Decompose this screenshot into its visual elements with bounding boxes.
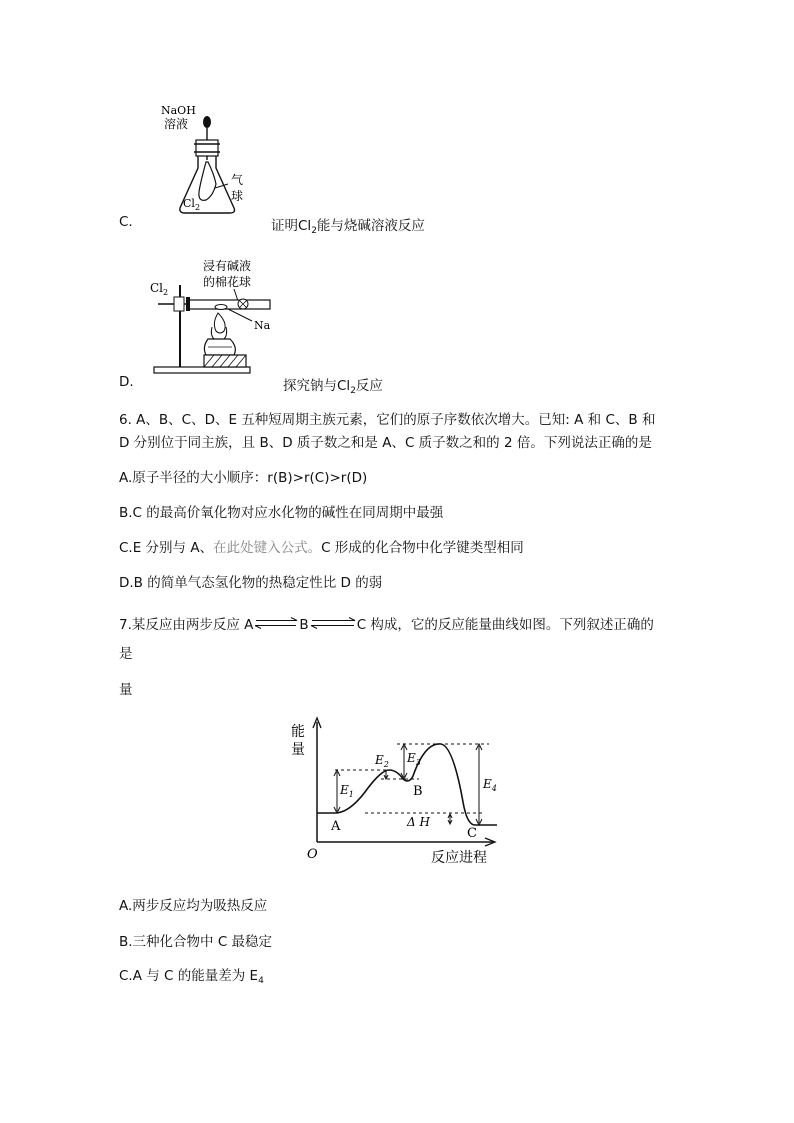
option-d-caption: 探究钠与$Cl_2$反应 — [283, 378, 383, 396]
energy-profile-diagram — [285, 712, 510, 872]
option-d-letter: D. — [119, 374, 134, 390]
q7-option-b: B.三种化合物中 C 最稳定 — [119, 934, 273, 950]
e2-label: $E_2$ — [375, 753, 389, 769]
e1-label: $E_1$ — [340, 783, 354, 799]
q7-stem-line2: 是 — [119, 646, 133, 662]
sodium-sample — [215, 305, 227, 310]
q6-stem-line2: D 分别位于同主族，且 B、D 质子数之和是 A、C 质子数之和的 2 倍。下列说法正确的是 — [119, 435, 652, 451]
y-axis-label-1: 能 — [291, 724, 305, 740]
origin-label: O — [307, 847, 318, 862]
q6-option-d: D.B 的简单气态氢化物的热稳定性比 D 的弱 — [119, 575, 383, 591]
q7-option-a: A.两步反应均为吸热反应 — [119, 898, 268, 914]
option-c-letter: C. — [119, 214, 133, 230]
e3-label: $E_3$ — [407, 751, 421, 767]
balloon-label-2: 球 — [231, 189, 244, 203]
point-b-label: B — [413, 784, 423, 799]
q7-stem-line1: 7.某反应由两步反应 A B C 构成，它的反应能量曲线如图。下列叙述正确的 — [119, 617, 654, 633]
flame — [214, 313, 225, 333]
balloon-label-1: 气 — [231, 173, 244, 187]
stand-base — [154, 367, 250, 373]
option-c-caption: 证明$Cl_2$能与烧碱溶液反应 — [271, 218, 425, 236]
dropper-bulb — [203, 116, 211, 128]
equilibrium-arrow-1 — [253, 617, 299, 633]
q6-option-c: C.E 分别与 A、在此处键入公式。C 形成的化合物中化学键类型相同 — [119, 540, 524, 556]
sodium-chlorine-apparatus — [148, 255, 276, 377]
y-axis-label-2: 量 — [291, 742, 305, 758]
point-c-label: C — [467, 826, 477, 841]
q7-option-c: C.A 与 C 的能量差为 $E_4$ — [119, 968, 264, 986]
point-a-label: A — [331, 819, 341, 834]
stopper — [196, 140, 218, 156]
na-label: Na — [254, 319, 271, 332]
q7-stem-line3: 量 — [119, 682, 133, 698]
naoh-label: NaOH — [161, 104, 196, 117]
solution-label: 溶液 — [164, 117, 189, 131]
balloon — [199, 162, 216, 200]
cl2-inlet-label: $Cl_2$ — [150, 281, 169, 297]
glass-tube — [188, 300, 270, 309]
flask-cl2-label: $Cl_2$ — [183, 197, 201, 212]
q6-stem-line1: 6. A、B、C、D、E 五种短周期主族元素，它们的原子序数依次增大。已知: A 和 C、B 和 — [119, 412, 656, 428]
flask-balloon-figure — [150, 100, 260, 218]
cotton-label-2: 的棉花球 — [203, 275, 252, 289]
delta-h-label: Δ H — [407, 815, 430, 829]
q6-option-a: A.原子半径的大小顺序：r(B)>r(C)>r(D) — [119, 470, 368, 486]
cotton-label-1: 浸有碱液 — [203, 259, 252, 273]
x-axis-label: 反应进程 — [431, 850, 487, 866]
e4-label: $E_4$ — [483, 777, 497, 793]
q6-option-b: B.C 的最高价氧化物对应水化物的碱性在同周期中最强 — [119, 505, 444, 521]
equilibrium-arrow-2 — [309, 617, 357, 633]
formula-placeholder[interactable]: 在此处键入公式。 — [213, 540, 322, 556]
